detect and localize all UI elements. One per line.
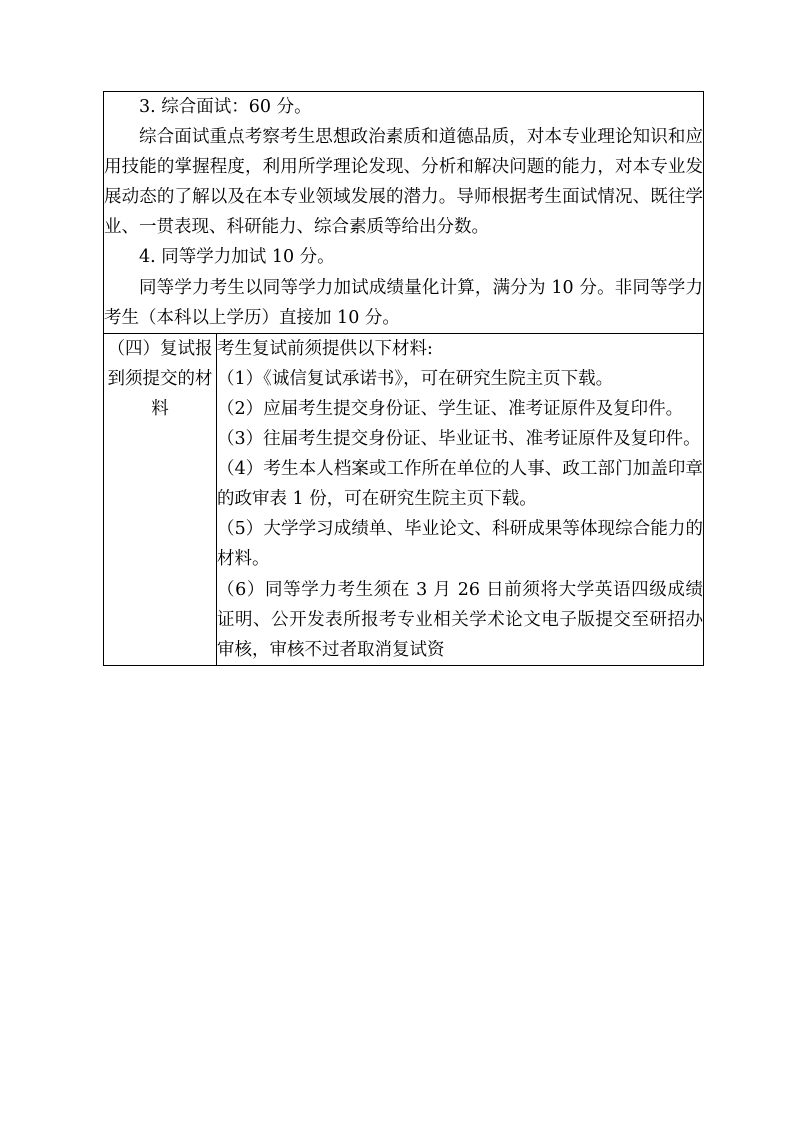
table-row-top [104, 92, 704, 334]
row-label-text: （四）复试报到须提交的材料 [107, 338, 213, 419]
paragraph-equivalent-detail: 同等学力考生以同等学力加试成绩量化计算，满分为 10 分。非同等学力考生（本科以上学历）直接加 10 分。 [104, 277, 703, 328]
paragraph-interview-score: 3. 综合面试：60 分。 [139, 97, 312, 117]
material-item-5: （5）大学学习成绩单、毕业论文、科研成果等体现综合能力的材料。 [217, 519, 703, 570]
material-item-6: （6）同等学力考生须在 3 月 26 日前须将大学英语四级成绩证明、公开发表所报考专业相关学术论文电子版提交至研招办审核，审核不过者取消复试资 [217, 579, 703, 660]
paragraph-interview-detail: 综合面试重点考察考生思想政治素质和道德品质，对本专业理论知识和应用技能的掌握程度，利用所学理论发现、分析和解决问题的能力，对本专业发展动态的了解以及在本专业领域发展的潜力。导师根据考生面试情况、既往学业、一贯表现、科研能力、综合素质等给出分数。 [104, 127, 703, 238]
top-section-cell [104, 92, 704, 334]
paragraph-equivalent-score: 4. 同等学力加试 10 分。 [139, 247, 335, 268]
row-label-cell [104, 333, 217, 665]
material-item-1: （1）《诚信复试承诺书》，可在研究生院主页下载。 [217, 368, 614, 389]
materials-intro: 考生复试前须提供以下材料: [217, 338, 433, 359]
row-body-cell [217, 333, 704, 665]
material-item-2: （2）应届考生提交身份证、学生证、准考证原件及复印件。 [217, 398, 684, 419]
material-item-4: （4）考生本人档案或工作所在单位的人事、政工部门加盖印章的政审表 1 份，可在研究生院主页下载。 [217, 459, 703, 510]
admissions-table [103, 91, 704, 666]
material-item-3: （3）往届考生提交身份证、毕业证书、准考证原件及复印件。 [217, 429, 701, 450]
table-row-materials [104, 333, 704, 665]
